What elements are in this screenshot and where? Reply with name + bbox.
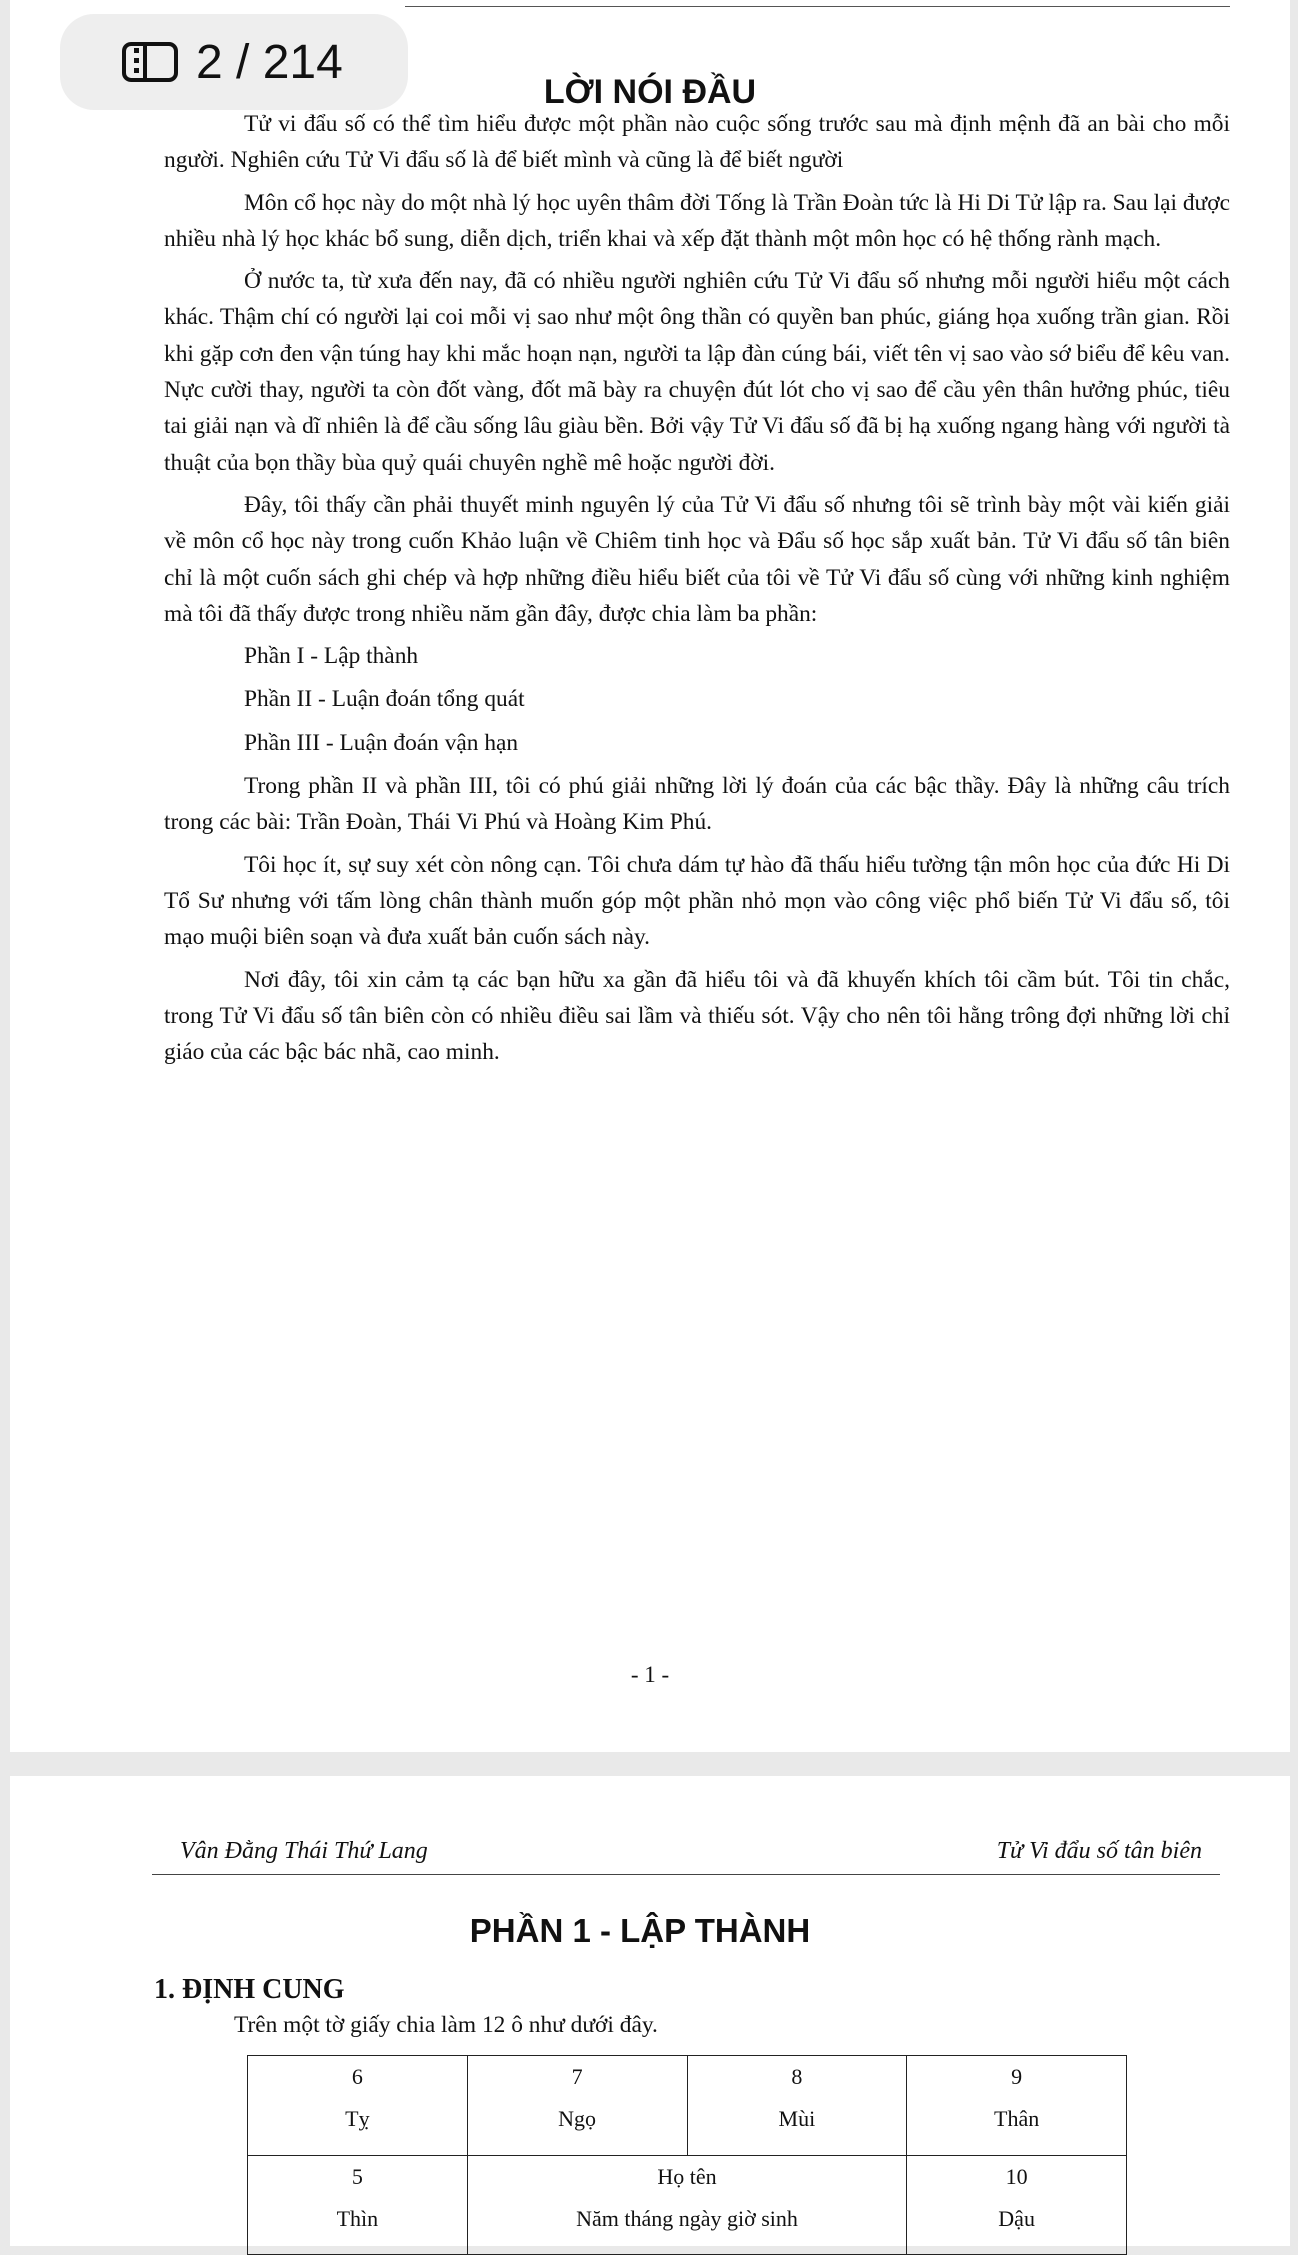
page-title: LỜI NÓI ĐẦU [543,72,757,111]
part-item: Phần III - Luận đoán vận hạn [244,729,519,756]
paragraph: Nơi đây, tôi xin cảm tạ các bạn hữu xa gần đã hiểu tôi và đã khuyến khích tôi cầm bút. Tôi tin chắc, trong Tử Vi đẩu số tân biên còn có nhiều điều sai lầm và thiếu sót. Vậy cho nên tôi hằng trông đợi những lời chỉ giáo của các bậc bác nhã, cao minh. [164,966,1230,1066]
table-row [248,2056,1127,2156]
table-cell: 8 Mùi [687,2056,907,2156]
page-top-rule [405,6,1230,7]
paragraph: Trong phần II và phần III, tôi có phú giải những lời lý đoán của các bậc thầy. Đây là những câu trích trong các bài: Trần Đoàn, Thái Vi Phú và Hoàng Kim Phú. [164,773,1230,836]
paragraph: Tử vi đẩu số có thể tìm hiểu được một phần nào cuộc sống trước sau mà định mệnh đã an bài cho mỗi người. Nghiên cứu Tử Vi đẩu số là để biết mình và cũng là để biết người [164,111,1230,174]
table-center-cell: Họ tên Năm tháng ngày giờ sinh [467,2155,907,2255]
palace-grid-table [247,2055,1127,2255]
page-counter-pill[interactable] [60,14,408,110]
page-body [164,106,1230,1076]
part-item: Phần II - Luận đoán tổng quát [244,686,525,713]
table-cell: 10 Dậu [907,2155,1127,2255]
table-cell: 9 Thân [907,2056,1127,2156]
part-item: Phần I - Lập thành [244,643,419,670]
table-cell: 6 Tỵ [248,2056,468,2156]
table-cell: 5 Thìn [248,2155,468,2255]
document-page-1 [10,0,1290,1752]
paragraph: Môn cổ học này do một nhà lý học uyên thâm đời Tống là Trần Đoàn tức là Hi Di Tử lập ra. Sau lại được nhiều nhà lý học khác bổ sung, diễn dịch, triển khai và xếp đặt thành một môn học có hệ thống rành mạch. [164,189,1230,252]
page-number: - 1 - [630,1662,670,1687]
table-cell: 7 Ngọ [467,2056,687,2156]
paragraph: Đây, tôi thấy cần phải thuyết minh nguyên lý của Tử Vi đẩu số nhưng tôi sẽ trình bày một vài kiến giải về môn cổ học này trong cuốn Khảo luận về Chiêm tinh học và Đẩu số học sắp xuất bản. Tử Vi đẩu số tân biên chỉ là một cuốn sách ghi chép và hợp những điều hiểu biết của tôi về Tử Vi đẩu số cùng với những kinh nghiệm mà tôi đã thấy được trong nhiều năm gần đây, được chia làm ba phần: [164,491,1230,627]
table-row [248,2155,1127,2255]
paragraph: Ở nước ta, từ xưa đến nay, đã có nhiều người nghiên cứu Tử Vi đẩu số nhưng mỗi người hiểu một cách khác. Thậm chí có người lại coi mỗi vị sao như một ông thần có quyền ban phúc, giáng họa xuống trần gian. Rồi khi gặp cơn đen vận túng hay khi mắc hoạn nạn, người ta lập đàn cúng bái, viết tên vị sao vào sớ biểu để kêu van. Nực cười thay, người ta còn đốt vàng, đốt mã bày ra chuyện đút lót cho vị sao để cầu yên thân hưởng phúc, tiêu tai giải nạn và dĩ nhiên là để cầu sống lâu giàu bền. Bởi vậy Tử Vi đẩu số đã bị hạ xuống ngang hàng với người tà thuật của bọn thầy bùa quỷ quái chuyên nghề mê hoặc người đời. [164,268,1230,476]
running-header [152,1836,1220,1875]
paragraph: Tôi học ít, sự suy xét còn nông cạn. Tôi chưa dám tự hào đã thấu hiểu tường tận môn học của đức Hi Di Tổ Sư nhưng với tấm lòng chân thành muốn góp một phần nhỏ mọn vào công việc phổ biến Tử Vi đẩu số, tôi mạo muội biên soạn và đưa xuất bản cuốn sách này. [164,851,1230,951]
header-book-title: Tử Vi đẩu số tân biên [996,1838,1202,1864]
header-author: Vân Đằng Thái Thứ Lang [180,1838,428,1864]
sidebar-toggle-icon[interactable] [122,42,178,82]
part-title: PHẦN 1 - LẬP THÀNH [469,1912,811,1949]
section-heading: 1. ĐỊNH CUNG [154,1974,345,2005]
intro-text: Trên một tờ giấy chia làm 12 ô như dưới đây. [234,2012,658,2038]
page-counter: 2 / 214 [196,35,343,89]
